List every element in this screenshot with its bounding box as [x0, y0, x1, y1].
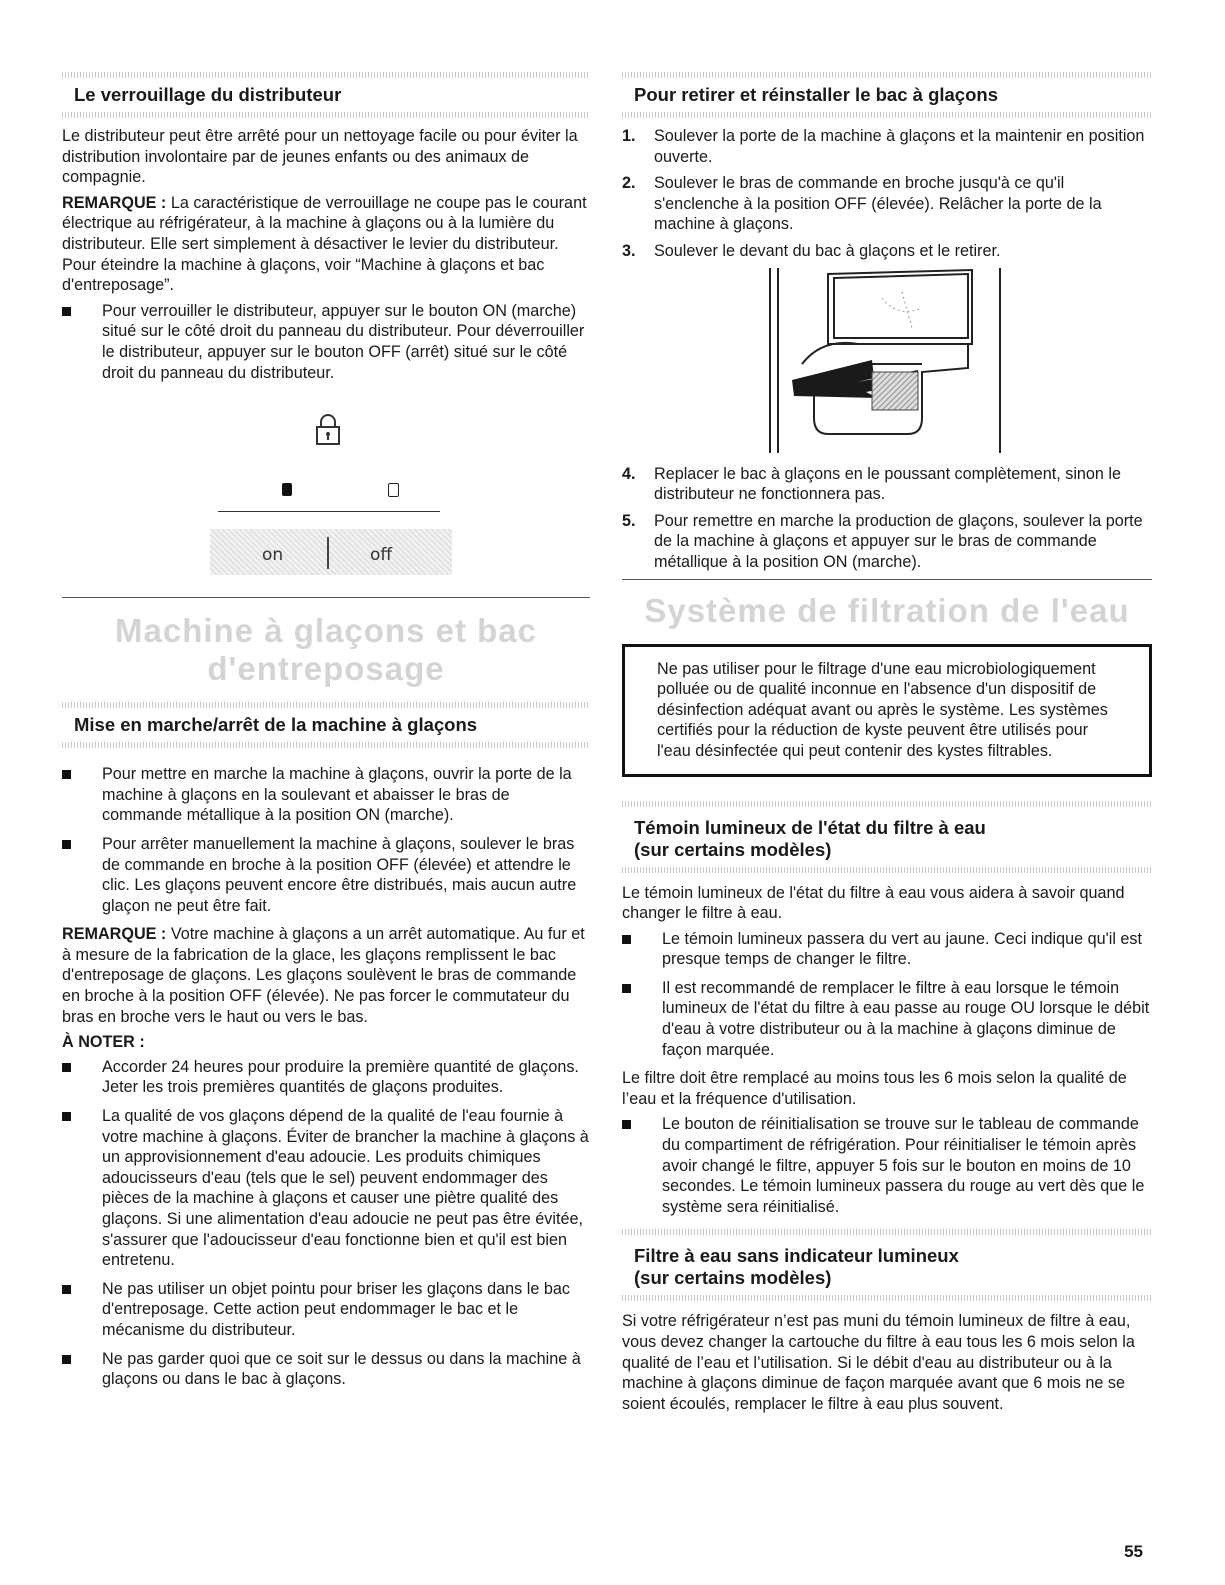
list-item: 1. Soulever la porte de la machine à glaçons et la maintenir en position ouverte.: [622, 127, 1145, 166]
off-button-label[interactable]: off: [370, 545, 393, 566]
right-column: [622, 72, 1152, 1414]
page-number: 55: [1124, 1542, 1143, 1561]
indicator-section-heading: Témoin lumineux de l'état du filtre à eau (sur certains modèles): [634, 816, 986, 860]
list-item: Pour arrêter manuellement la machine à glaçons, soulever le bras de commande en broche à la position OFF (élevée) et attendre le clic. Les glaçons peuvent encore être distribués, mais aucun autre glaçon ne peut être fait.: [62, 834, 590, 916]
section-divider: [622, 1229, 1152, 1235]
list-item: Pour verrouiller le distributeur, appuyer sur le bouton ON (marche) situé sur le côté droit du panneau du distributeur. Pour déverrouiller le distributeur, appuyer sur le bouton OFF (arrêt) situé sur le côté droit du panneau du distributeur.: [62, 301, 590, 383]
list-item: Le bouton de réinitialisation se trouve sur le tableau de commande du compartiment de réfrigération. Pour réinitialiser le témoin après avoir changé le filtre, appuyer 5 fois sur le bouton en moins de 10 secondes. Le témoin lumineux passera du rouge au vert dès que le système sera réinitialisé.: [622, 1114, 1152, 1217]
list-item: Il est recommandé de remplacer le filtre à eau lorsque le témoin lumineux de l'état du filtre à eau passe au rouge OU lorsque le débit d'eau à votre distributeur ou à la machine à glaçons diminue de façon marquée.: [622, 978, 1152, 1060]
list-item: Pour mettre en marche la machine à glaçons, ouvrir la porte de la machine à glaçons en la soulevant et abaisser le bras de commande métallique à la position ON (marche).: [62, 764, 590, 826]
noter-bullets: [62, 1057, 590, 1390]
list-item: Le témoin lumineux passera du vert au jaune. Ceci indique qu'il est presque temps de changer le filtre.: [622, 929, 1152, 970]
off-indicator-empty-icon: [388, 483, 399, 497]
list-item: 4. Replacer le bac à glaçons en le poussant complètement, sinon le distributeur ne fonctionnera pas.: [622, 464, 1122, 504]
indicator-bullets-reset: [622, 1114, 1152, 1217]
ice-bin-removal-illustration: [622, 268, 1152, 458]
list-item: 5. Pour remettre en marche la production de glaçons, soulever la porte de la machine à glaçons et appuyer sur le bras de commande métallique à la position ON (marche).: [622, 511, 1143, 571]
list-item: La qualité de vos glaçons dépend de la qualité de l'eau fournie à votre machine à glaçons. Éviter de brancher la machine à glaçons à un approvisionnement d'eau adoucie. Les produits chimiques adoucisseurs d'eau (tels que le sel) peuvent endommager des pièces de la machine à glaçons et causer une piètre qualité des glaçons. Si une alimentation d'eau adoucie ne peut pas être évitée, s'assurer que l'adoucisseur d'eau fonctionne bien et qu'il est bien entretenu.: [62, 1106, 590, 1271]
lock-intro: Le distributeur peut être arrêté pour un nettoyage facile ou pour éviter la distribution involontaire par de jeunes enfants ou des animaux de compagnie.: [62, 127, 578, 187]
indicator-bullets: [622, 929, 1152, 1061]
left-column: [62, 72, 590, 1398]
indicator-intro: Le témoin lumineux de l'état du filtre à eau vous aidera à savoir quand changer le filtre à eau.: [622, 883, 1125, 923]
list-item: 3. Soulever le devant du bac à glaçons et le retirer.: [622, 241, 1001, 260]
ice-maker-section-title: Machine à glaçons et bac d'entreposage: [115, 612, 537, 688]
list-item: Ne pas utiliser un objet pointu pour briser les glaçons dans le bac d'entreposage. Cette action peut endommager le bac et le mécanisme du distributeur.: [62, 1279, 590, 1341]
section-divider: [62, 72, 590, 78]
onoff-note: REMARQUE : Votre machine à glaçons a un arrêt automatique. Au fur et à mesure de la fabrication de la glace, les glaçons remplissent le bac d'entreposage de glaçons. Les glaçons soulèvent le bras de commande en broche à la position OFF (élevée). Ne pas forcer le commutateur du bras en broche vers le haut ou vers le bas.: [62, 925, 585, 1026]
bin-steps-continued: [622, 464, 1152, 573]
section-divider: [62, 702, 590, 708]
noter-label: À NOTER :: [62, 1033, 145, 1052]
warning-box: [622, 644, 1152, 777]
onoff-bullets: [62, 764, 590, 916]
on-button-label[interactable]: on: [262, 545, 284, 566]
list-item: 2. Soulever le bras de commande en broche jusqu'à ce qu'il s'enclenche à la position OFF (élevée). Relâcher la porte de la machine à glaçons.: [622, 174, 1102, 234]
lock-section-heading: Le verrouillage du distributeur: [74, 84, 342, 105]
section-divider: [622, 801, 1152, 807]
indicator-middle: Le filtre doit être remplacé au moins tous les 6 mois selon la qualité de l’eau et la fréquence d'utilisation.: [622, 1069, 1127, 1108]
section-divider: [622, 112, 1152, 118]
on-indicator-filled-icon: [282, 483, 292, 496]
bin-section-heading: Pour retirer et réinstaller le bac à glaçons: [634, 84, 998, 105]
bin-steps: [622, 126, 1152, 262]
water-filter-section-title: Système de filtration de l'eau: [644, 591, 1130, 629]
no-indicator-section-heading: Filtre à eau sans indicateur lumineux (sur certains modèles): [634, 1245, 959, 1289]
warning-text: Ne pas utiliser pour le filtrage d'une eau microbiologiquement polluée ou de qualité inconnue en l'absence d'un dispositif de désinfection adéquat avant ou après le système. Les systèmes certifiés pour la réduction de kyste peuvent être utilisés pour l'eau désinfectée qui peut contenir des kystes filtrables.: [657, 659, 1108, 760]
lock-note: REMARQUE : La caractéristique de verrouillage ne coupe pas le courant électrique au réfrigérateur, à la machine à glaçons ou à la lumière du distributeur. Elle sert simplement à désactiver le levier du distributeur. Pour éteindre la machine à glaçons, voir “Machine à glaçons et bac d'entreposage”.: [62, 193, 587, 295]
list-item: Accorder 24 heures pour produire la première quantité de glaçons. Jeter les trois premières quantités de glaçons produites.: [62, 1057, 590, 1098]
on-off-control-panel: [210, 529, 452, 575]
lock-icon: [313, 413, 343, 447]
section-divider: [622, 72, 1152, 78]
list-item: Ne pas garder quoi que ce soit sur le dessus ou dans la machine à glaçons ou dans le bac à glaçons.: [62, 1349, 590, 1390]
no-indicator-text: Si votre réfrigérateur n’est pas muni du témoin lumineux de filtre à eau, vous devez changer la cartouche du filtre à eau tous les 6 mois selon la qualité de l’eau et l’utilisation. Si le débit d'eau au distributeur ou à la machine à glaçons diminue de façon marquée avant que 6 mois ne se soient écoulés, remplacer le filtre à eau plus souvent.: [622, 1312, 1135, 1413]
onoff-section-heading: Mise en marche/arrêt de la machine à glaçons: [74, 714, 478, 736]
lock-bullets: [62, 301, 590, 383]
dispenser-lock-panel-illustration: [62, 391, 590, 581]
